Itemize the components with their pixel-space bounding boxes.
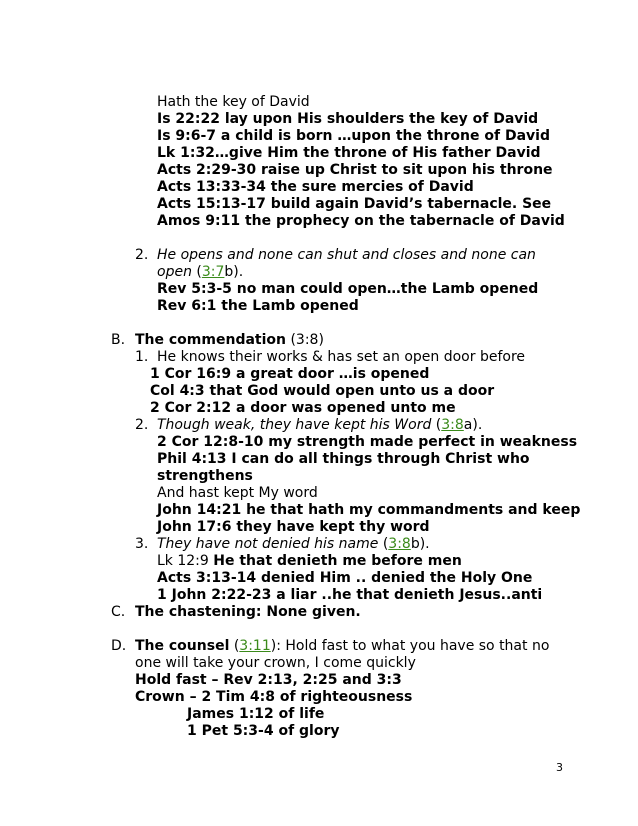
lk-12-text: He that denieth me before men — [213, 553, 462, 569]
b-item2-paren: ( — [431, 417, 442, 433]
b-item1-number: 1. — [135, 349, 149, 365]
b-item3-line — [157, 536, 430, 553]
section-c-text: The chastening: None given. — [135, 604, 361, 620]
section-d-letter: D. — [111, 638, 127, 654]
phil-4-line-a: Phil 4:13 I can do all things through Christ who — [157, 451, 530, 467]
b-item2-text: Though weak, they have kept his Word — [157, 417, 432, 433]
b-item3-number: 3. — [135, 536, 149, 552]
amos-9-11-line: Amos 9:11 the prophecy on the tabernacle of David — [157, 213, 565, 229]
john-17-line: John 17:6 they have kept thy word — [157, 519, 430, 535]
section-d-tail: ): Hold fast to what you have so that no — [270, 638, 550, 654]
b-item3-ref-link[interactable]: 3:8 — [388, 536, 411, 552]
acts-13-33-line: Acts 13:33-34 the sure mercies of David — [157, 179, 474, 195]
acts-3-line: Acts 3:13-14 denied Him .. denied the Holy One — [157, 570, 533, 586]
lk-1-32-line: Lk 1:32…give Him the throne of His father David — [157, 145, 541, 161]
section-d-paren: ( — [229, 638, 240, 654]
b-item3-paren: ( — [378, 536, 389, 552]
section-d-ref-link[interactable]: 3:11 — [239, 638, 271, 654]
section-b-heading-ref: (3:8) — [286, 332, 324, 348]
john1-2-line: 1 John 2:22-23 a liar ..he that denieth Jesus..anti — [157, 587, 543, 603]
lk-12-line — [157, 553, 462, 570]
james-line: James 1:12 of life — [187, 706, 325, 722]
is-9-6-line: Is 9:6-7 a child is born …upon the throne of David — [157, 128, 550, 144]
rev-5-line: Rev 5:3-5 no man could open…the Lamb opened — [157, 281, 539, 297]
section-d-line2: one will take your crown, I come quickly — [135, 655, 416, 671]
section-d-heading-line — [135, 638, 549, 655]
section-d-heading: The counsel — [135, 638, 230, 654]
item2-paren: ( — [191, 264, 202, 280]
item2-ref-tail: b). — [224, 264, 244, 280]
cor1-16-line: 1 Cor 16:9 a great door …is opened — [150, 366, 430, 382]
b-item2-number: 2. — [135, 417, 149, 433]
crown-line: Crown – 2 Tim 4:8 of righteousness — [135, 689, 413, 705]
lk-12-ref: Lk 12:9 — [157, 553, 214, 569]
cor2-12-line: 2 Cor 12:8-10 my strength made perfect in weakness — [157, 434, 578, 450]
hath-key-line: Hath the key of David — [157, 94, 310, 110]
item2-number: 2. — [135, 247, 149, 263]
hast-kept-line: And hast kept My word — [157, 485, 318, 501]
section-c-letter: C. — [111, 604, 126, 620]
acts-2-29-line: Acts 2:29-30 raise up Christ to sit upon his throne — [157, 162, 553, 178]
cor2-2-line: 2 Cor 2:12 a door was opened unto me — [150, 400, 456, 416]
item2-text-b: open — [157, 264, 192, 280]
col-4-line: Col 4:3 that God would open unto us a door — [150, 383, 495, 399]
rev-6-line: Rev 6:1 the Lamb opened — [157, 298, 359, 314]
b-item3-tail: b). — [410, 536, 430, 552]
item2-text-a: He opens and none can shut and closes and none can — [157, 247, 536, 263]
b-item2-ref-link[interactable]: 3:8 — [441, 417, 464, 433]
page-number: 3 — [556, 761, 563, 774]
b-item1-text: He knows their works & has set an open door before — [157, 349, 526, 365]
section-b-heading: The commendation — [135, 332, 286, 348]
phil-4-line-b: strengthens — [157, 468, 253, 484]
b-item3-text: They have not denied his name — [157, 536, 379, 552]
b-item2-tail: a). — [463, 417, 483, 433]
pet-line: 1 Pet 5:3-4 of glory — [187, 723, 340, 739]
section-b-heading-line — [135, 332, 324, 349]
hold-fast-line: Hold fast – Rev 2:13, 2:25 and 3:3 — [135, 672, 402, 688]
item2-ref-link[interactable]: 3:7 — [201, 264, 225, 280]
john-14-line: John 14:21 he that hath my commandments and keep — [157, 502, 581, 518]
acts-15-13-line: Acts 15:13-17 build again David’s tabernacle. See — [157, 196, 552, 212]
b-item2-line — [157, 417, 482, 434]
item2-text-b-line — [157, 264, 243, 281]
section-b-letter: B. — [111, 332, 126, 348]
is-22-22-line: Is 22:22 lay upon His shoulders the key of David — [157, 111, 539, 127]
